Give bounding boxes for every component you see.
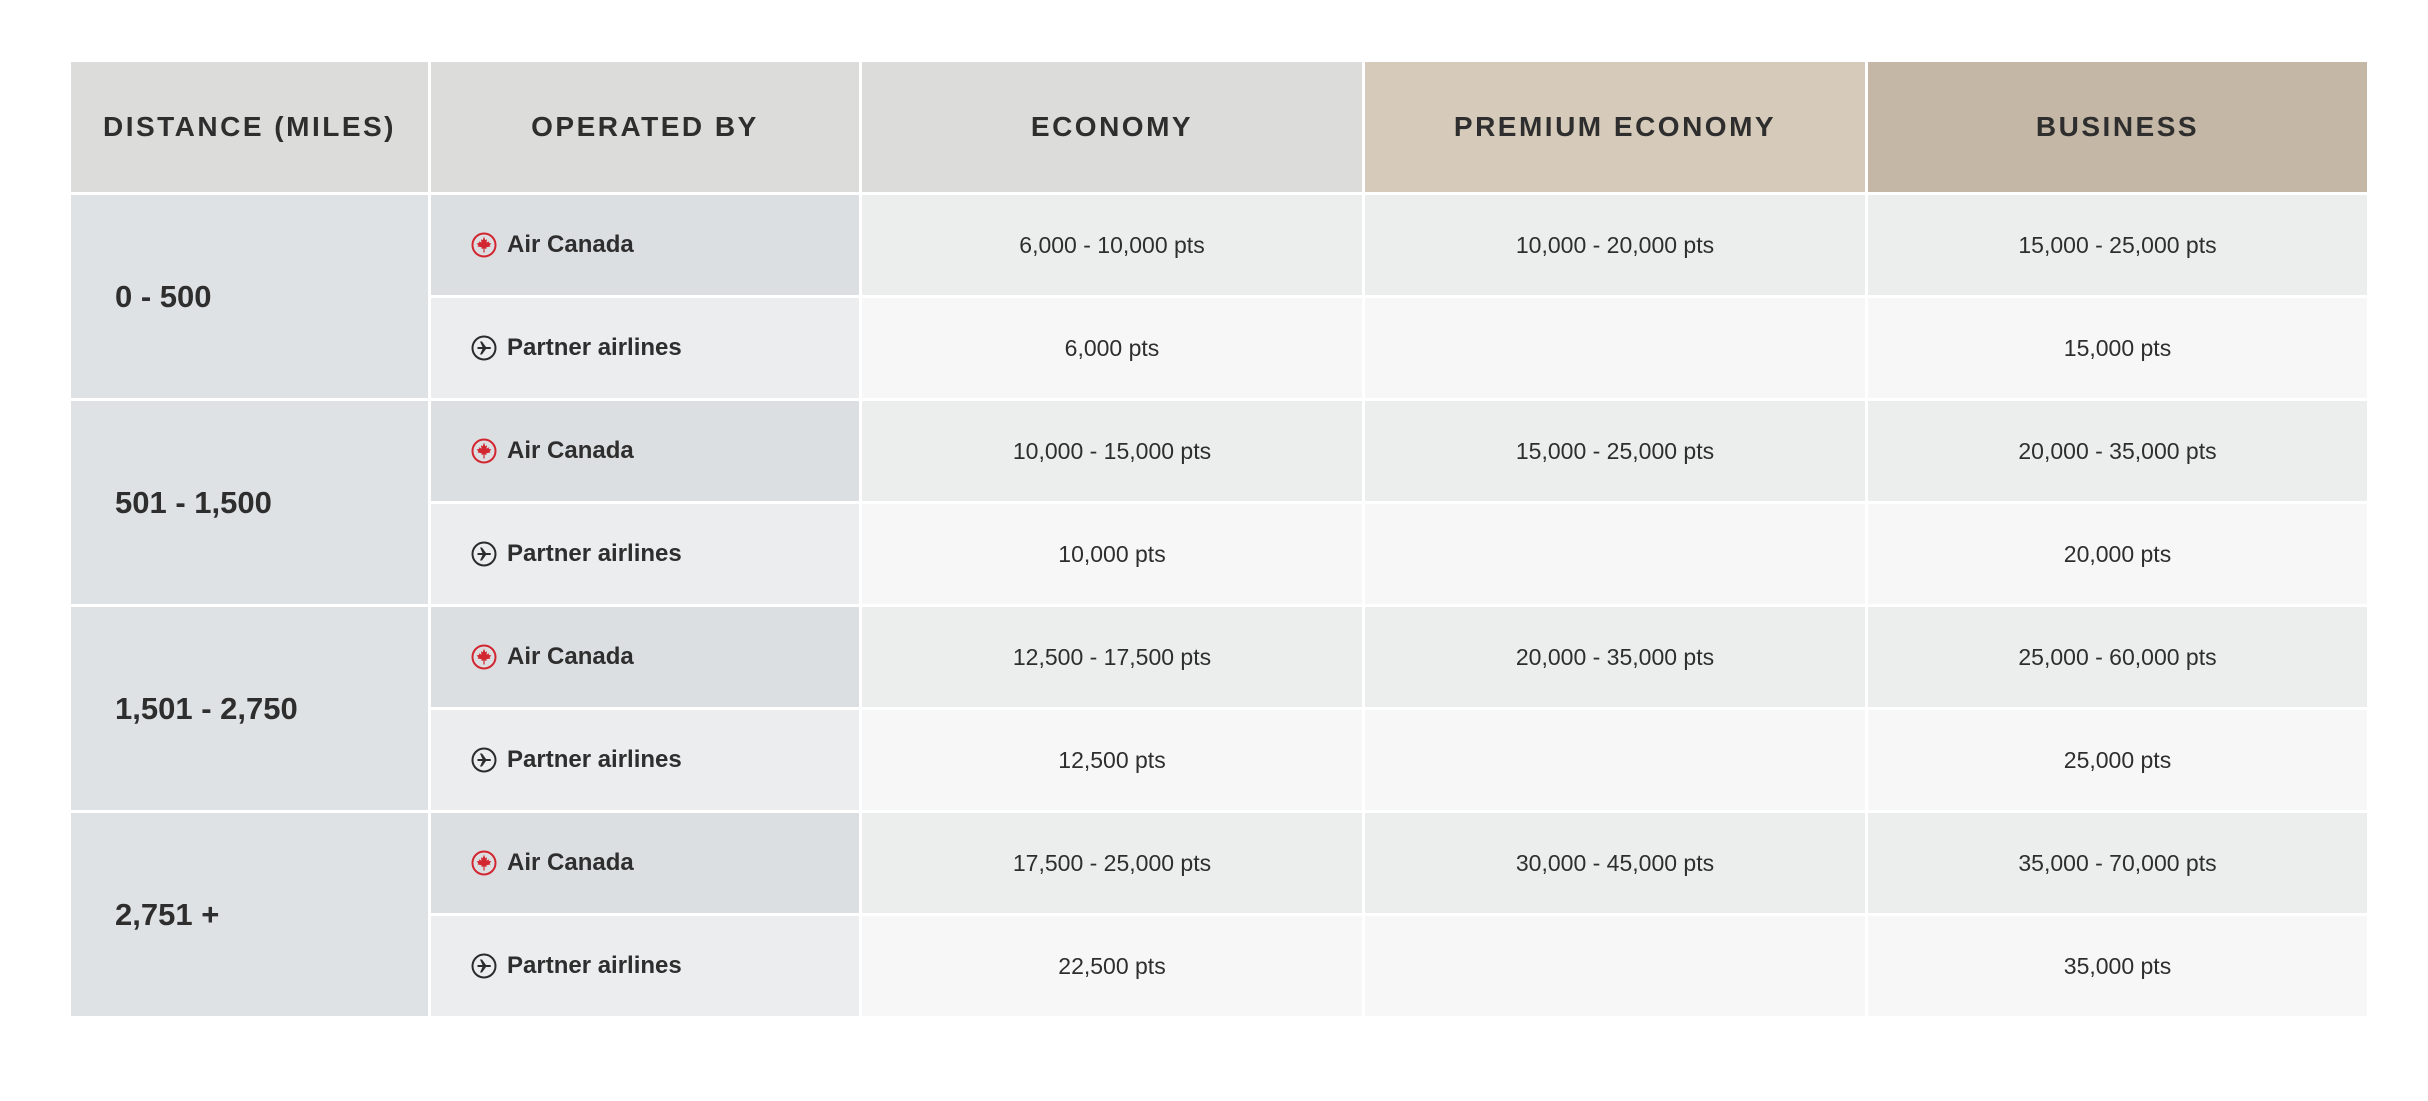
premium-economy-cell bbox=[1364, 503, 1867, 606]
economy-cell: 10,000 pts bbox=[861, 503, 1364, 606]
business-cell: 15,000 - 25,000 pts bbox=[1867, 194, 2369, 297]
partner-airplane-icon bbox=[471, 541, 497, 567]
operator-partner-airlines bbox=[430, 915, 861, 1018]
award-chart-body bbox=[70, 194, 2369, 1018]
business-cell: 15,000 pts bbox=[1867, 297, 2369, 400]
operator-partner-airlines bbox=[430, 503, 861, 606]
operator-label: Partner airlines bbox=[507, 540, 682, 567]
air-canada-maple-leaf-icon bbox=[471, 232, 497, 258]
economy-cell: 6,000 - 10,000 pts bbox=[861, 194, 1364, 297]
partner-airplane-icon bbox=[471, 953, 497, 979]
premium-economy-cell bbox=[1364, 297, 1867, 400]
award-chart-table bbox=[68, 59, 2370, 1019]
operator-air-canada bbox=[430, 812, 861, 915]
air-canada-maple-leaf-icon bbox=[471, 850, 497, 876]
operator-label: Air Canada bbox=[507, 643, 634, 670]
operator-partner-airlines bbox=[430, 709, 861, 812]
distance-band-2751-plus: 2,751 + bbox=[70, 812, 430, 1018]
header-distance: DISTANCE (MILES) bbox=[70, 61, 430, 194]
operator-air-canada bbox=[430, 400, 861, 503]
operator-label: Partner airlines bbox=[507, 334, 682, 361]
operator-label: Partner airlines bbox=[507, 746, 682, 773]
economy-cell: 22,500 pts bbox=[861, 915, 1364, 1018]
table-row bbox=[70, 812, 2369, 915]
economy-cell: 6,000 pts bbox=[861, 297, 1364, 400]
header-operated-by: OPERATED BY bbox=[430, 61, 861, 194]
distance-band-1501-2750: 1,501 - 2,750 bbox=[70, 606, 430, 812]
business-cell: 20,000 pts bbox=[1867, 503, 2369, 606]
header-economy: ECONOMY bbox=[861, 61, 1364, 194]
table-row bbox=[70, 400, 2369, 503]
economy-cell: 12,500 - 17,500 pts bbox=[861, 606, 1364, 709]
operator-label: Air Canada bbox=[507, 849, 634, 876]
business-cell: 25,000 pts bbox=[1867, 709, 2369, 812]
award-chart bbox=[68, 59, 2367, 1019]
premium-economy-cell: 15,000 - 25,000 pts bbox=[1364, 400, 1867, 503]
business-cell: 35,000 - 70,000 pts bbox=[1867, 812, 2369, 915]
table-row bbox=[70, 606, 2369, 709]
premium-economy-cell: 30,000 - 45,000 pts bbox=[1364, 812, 1867, 915]
economy-cell: 12,500 pts bbox=[861, 709, 1364, 812]
economy-cell: 10,000 - 15,000 pts bbox=[861, 400, 1364, 503]
partner-airplane-icon bbox=[471, 335, 497, 361]
premium-economy-cell bbox=[1364, 915, 1867, 1018]
air-canada-maple-leaf-icon bbox=[471, 644, 497, 670]
premium-economy-cell bbox=[1364, 709, 1867, 812]
header-business: BUSINESS bbox=[1867, 61, 2369, 194]
business-cell: 25,000 - 60,000 pts bbox=[1867, 606, 2369, 709]
premium-economy-cell: 20,000 - 35,000 pts bbox=[1364, 606, 1867, 709]
partner-airplane-icon bbox=[471, 747, 497, 773]
distance-band-501-1500: 501 - 1,500 bbox=[70, 400, 430, 606]
operator-air-canada bbox=[430, 194, 861, 297]
operator-label: Partner airlines bbox=[507, 952, 682, 979]
header-premium-economy: PREMIUM ECONOMY bbox=[1364, 61, 1867, 194]
header-row bbox=[70, 61, 2369, 194]
operator-label: Air Canada bbox=[507, 437, 634, 464]
distance-band-0-500: 0 - 500 bbox=[70, 194, 430, 400]
economy-cell: 17,500 - 25,000 pts bbox=[861, 812, 1364, 915]
operator-partner-airlines bbox=[430, 297, 861, 400]
table-row bbox=[70, 194, 2369, 297]
business-cell: 20,000 - 35,000 pts bbox=[1867, 400, 2369, 503]
operator-label: Air Canada bbox=[507, 231, 634, 258]
air-canada-maple-leaf-icon bbox=[471, 438, 497, 464]
business-cell: 35,000 pts bbox=[1867, 915, 2369, 1018]
operator-air-canada bbox=[430, 606, 861, 709]
premium-economy-cell: 10,000 - 20,000 pts bbox=[1364, 194, 1867, 297]
